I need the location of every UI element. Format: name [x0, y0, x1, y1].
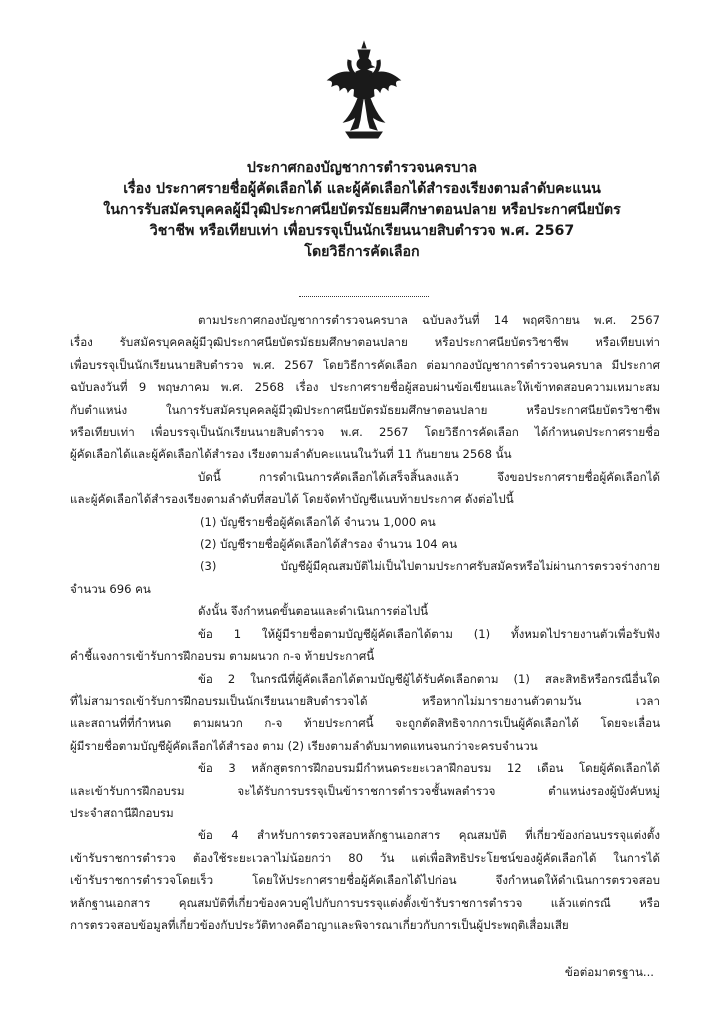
attachment-list [70, 511, 660, 601]
paragraph-line: หรือเทียบเท่า เพื่อบรรจุเป็นนักเรียนนายสิบตำรวจ พ.ศ. 2567 โดยวิธีการคัดเลือก ได้กำหนดประกาศรายชื่อ [70, 425, 660, 440]
paragraph-line: เรื่อง รับสมัครบุคคลผู้มีวุฒิประกาศนียบัตรมัธยมศึกษาตอนปลาย หรือประกาศนียบัตรวิชาชีพ หรือเทียบเท่า [70, 335, 660, 350]
paragraph-line: เข้ารับราชการตำรวจโดยเร็ว โดยให้ประกาศรายชื่อผู้คัดเลือกได้ไปก่อน จึงกำหนดให้ดำเนินการตรวจสอบ [70, 873, 660, 888]
paragraph-line: หลักฐานเอกสาร คุณสมบัติที่เกี่ยวข้องควบคู่ไปกับการบรรจุแต่งตั้งเข้ารับราชการตำรวจ แล้วแต่กรณี หรือ [70, 895, 660, 910]
clause-3 [70, 757, 660, 824]
paragraph-line: คำชี้แจงการเข้ารับการฝึกอบรม ตามผนวก ก-จ ท้ายประกาศนี้ [70, 649, 375, 664]
paragraph-line: และเข้ารับการฝึกอบรม จะได้รับการบรรจุเป็นข้าราชการตำรวจชั้นพลตำรวจ ตำแหน่งรองผู้บังคับหมู่ [70, 783, 660, 798]
dotted-divider [299, 296, 429, 297]
continued-note: ข้อต่อมาตรฐาน... [564, 965, 654, 979]
paragraph-3: ดังนั้น จึงกำหนดขั้นตอนและดำเนินการต่อไปนี้ [198, 604, 429, 619]
list-item: (3) บัญชีผู้มีคุณสมบัติไม่เป็นไปตามประกาศรับสมัครหรือไม่ผ่านการตรวจร่างกาย [200, 559, 660, 574]
paragraph-line: ข้อ 3 หลักสูตรการฝึกอบรมมีกำหนดระยะเวลาฝึกอบรม 12 เดือน โดยผู้คัดเลือกได้ [198, 761, 660, 776]
paragraph-line: ที่ไม่สามารถเข้ารับการฝึกอบรมเป็นนักเรียนนายสิบตำรวจได้ หรือหากไม่มารายงานตัวตามวัน เวลา [70, 693, 660, 708]
clause-1 [70, 623, 660, 668]
heading-line: โดยวิธีการคัดเลือก [304, 244, 420, 260]
paragraph-line: เพื่อบรรจุเป็นนักเรียนนายสิบตำรวจ พ.ศ. 2567 โดยวิธีการคัดเลือก ต่อมากองบัญชาการตำรวจนครบาล มีประกาศ [70, 357, 660, 372]
paragraph-line: และสถานที่ที่กำหนด ตามผนวก ก-จ ท้ายประกาศนี้ จะถูกตัดสิทธิจากการเป็นผู้คัดเลือกได้ โดยจะเลื่อน [70, 716, 660, 731]
paragraph-1 [70, 309, 660, 466]
paragraph-line: ฉบับลงวันที่ 9 พฤษภาคม พ.ศ. 2568 เรื่อง ประกาศรายชื่อผู้สอบผ่านข้อเขียนและให้เข้าทดสอบความเหมาะสม [70, 380, 660, 395]
list-item: (1) บัญชีรายชื่อผู้คัดเลือกได้ จำนวน 1,000 คน [200, 514, 436, 529]
paragraph-line: ประจำสถานีฝึกอบรม [70, 805, 174, 820]
clause-4 [70, 824, 660, 936]
paragraph-line: ผู้มีรายชื่อตามบัญชีผู้คัดเลือกได้สำรอง ตาม (2) เรียงตามลำดับมาทดแทนจนกว่าจะครบจำนวน [70, 738, 538, 753]
garuda-emblem-icon [322, 40, 406, 142]
heading-line: ประกาศกองบัญชาการตำรวจนครบาล [246, 160, 478, 176]
paragraph-line: การตรวจสอบข้อมูลที่เกี่ยวข้องกับประวัติทางคดีอาญาและพิจารณาเกี่ยวกับการเป็นผู้ประพฤติเสื่อมเสีย [70, 917, 569, 932]
paragraph-line: กับตำแหน่ง ในการรับสมัครบุคคลผู้มีวุฒิประกาศนียบัตรมัธยมศึกษาตอนปลาย หรือประกาศนียบัตรวิชาชีพ [70, 402, 660, 417]
paragraph-line: บัดนี้ การดำเนินการคัดเลือกได้เสร็จสิ้นลงแล้ว จึงขอประกาศรายชื่อผู้คัดเลือกได้ [198, 469, 660, 484]
list-item-continuation: จำนวน 696 คน [70, 581, 151, 596]
paragraph-line: ข้อ 2 ในกรณีที่ผู้คัดเลือกได้ตามบัญชีผู้ได้รับคัดเลือกตาม (1) สละสิทธิหรือกรณีอื่นใด [198, 671, 660, 686]
announcement-body [70, 309, 660, 936]
announcement-heading [60, 158, 664, 263]
paragraph-line: ข้อ 4 สำหรับการตรวจสอบหลักฐานเอกสาร คุณสมบัติ ที่เกี่ยวข้องก่อนบรรจุแต่งตั้ง [198, 828, 660, 843]
heading-line: ในการรับสมัครบุคคลผู้มีวุฒิประกาศนียบัตรมัธยมศึกษาตอนปลาย หรือประกาศนียบัตร [103, 202, 621, 218]
paragraph-line: ตามประกาศกองบัญชาการตำรวจนครบาล ฉบับลงวันที่ 14 พฤศจิกายน พ.ศ. 2567 [198, 313, 660, 327]
paragraph-line: ข้อ 1 ให้ผู้มีรายชื่อตามบัญชีผู้คัดเลือกได้ตาม (1) ทั้งหมดไปรายงานตัวเพื่อรับฟัง [198, 626, 660, 641]
list-item: (2) บัญชีรายชื่อผู้คัดเลือกได้สำรอง จำนวน 104 คน [200, 537, 458, 552]
paragraph-line: ผู้คัดเลือกได้และผู้คัดเลือกได้สำรอง เรียงตามลำดับคะแนนในวันที่ 11 กันยายน 2568 นั้น [70, 447, 512, 462]
heading-line: เรื่อง ประกาศรายชื่อผู้คัดเลือกได้ และผู้คัดเลือกได้สำรองเรียงตามลำดับคะแนน [123, 181, 601, 197]
clause-2 [70, 668, 660, 758]
paragraph-2 [70, 466, 660, 511]
paragraph-line: และผู้คัดเลือกได้สำรองเรียงตามลำดับที่สอบได้ โดยจัดทำบัญชีแนบท้ายประกาศ ดังต่อไปนี้ [70, 492, 514, 507]
paragraph-line: เข้ารับราชการตำรวจ ต้องใช้ระยะเวลาไม่น้อยกว่า 80 วัน แต่เพื่อสิทธิประโยชน์ของผู้คัดเลือกได้ ในการได้ [70, 850, 660, 865]
heading-line: วิชาชีพ หรือเทียบเท่า เพื่อบรรจุเป็นนักเรียนนายสิบตำรวจ พ.ศ. 2567 [149, 223, 575, 239]
